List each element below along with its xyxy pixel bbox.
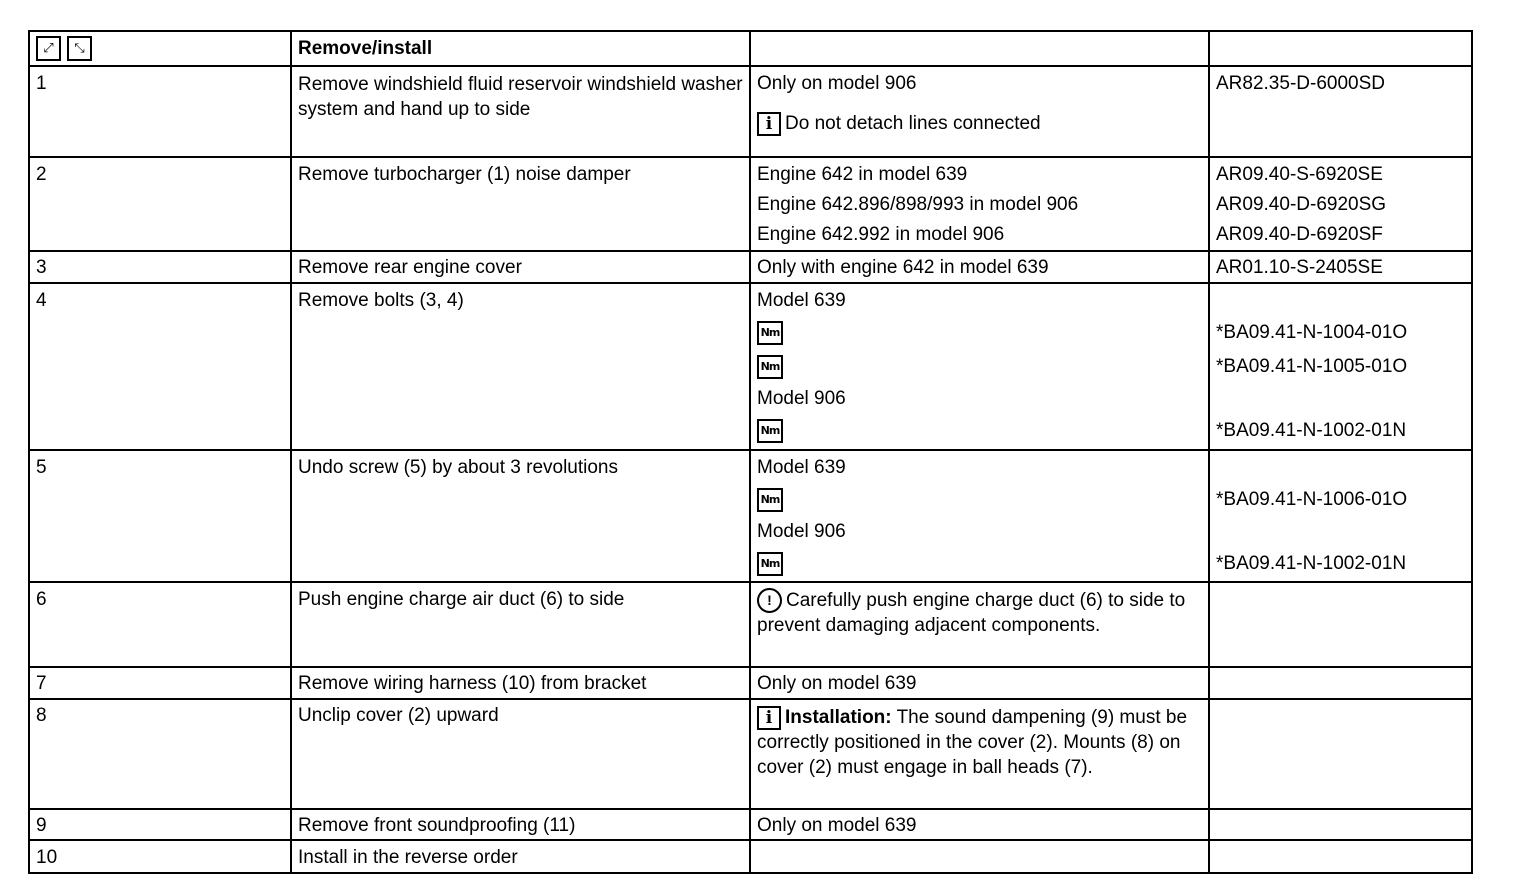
table-row bbox=[29, 157, 1472, 251]
step-action: Undo screw (5) by about 3 revolutions bbox=[291, 450, 750, 582]
step-ref-cell bbox=[1209, 450, 1472, 582]
torque-icon[interactable]: Nm bbox=[757, 419, 783, 443]
step-ref[interactable]: *BA09.41-N-1002-01N bbox=[1216, 420, 1407, 441]
step-ref[interactable]: *BA09.41-N-1002-01N bbox=[1216, 553, 1407, 574]
table-row bbox=[29, 840, 1472, 873]
step-note: Only on model 639 bbox=[750, 809, 1209, 840]
step-ref-empty bbox=[1209, 840, 1472, 873]
torque-line bbox=[757, 316, 1202, 350]
step-note: Engine 642 in model 639 bbox=[757, 164, 968, 185]
step-note: Engine 642.992 in model 906 bbox=[757, 224, 1005, 245]
step-number: 2 bbox=[29, 157, 291, 251]
step-note: Only on model 906 bbox=[757, 73, 917, 94]
step-note-cell bbox=[750, 66, 1209, 157]
step-note: Engine 642.896/898/993 in model 906 bbox=[757, 194, 1079, 215]
torque-icon[interactable]: Nm bbox=[757, 355, 783, 379]
torque-icon[interactable]: Nm bbox=[757, 321, 783, 345]
step-number: 3 bbox=[29, 251, 291, 283]
step-action: Remove front soundproofing (11) bbox=[291, 809, 750, 840]
info-icon: i bbox=[757, 112, 781, 136]
step-ref[interactable]: *BA09.41-N-1005-01O bbox=[1216, 356, 1408, 377]
step-action: Remove turbocharger (1) noise damper bbox=[291, 157, 750, 251]
torque-line bbox=[757, 350, 1202, 384]
step-warning-cell bbox=[750, 582, 1209, 667]
step-number: 4 bbox=[29, 283, 291, 450]
step-action: Push engine charge air duct (6) to side bbox=[291, 582, 750, 667]
table-row bbox=[29, 582, 1472, 667]
step-number: 5 bbox=[29, 450, 291, 582]
table-row bbox=[29, 283, 1472, 450]
torque-icon[interactable]: Nm bbox=[757, 488, 783, 512]
torque-line bbox=[757, 483, 1202, 517]
table-row bbox=[29, 251, 1472, 283]
table-row bbox=[29, 809, 1472, 840]
step-action: Remove windshield fluid reservoir windshield washer system and hand up to side bbox=[291, 66, 750, 157]
step-ref[interactable]: AR09.40-D-6920SG bbox=[1216, 194, 1387, 215]
warning-block bbox=[757, 588, 1202, 638]
step-ref[interactable]: *BA09.41-N-1006-01O bbox=[1216, 489, 1408, 510]
step-action: Remove wiring harness (10) from bracket bbox=[291, 667, 750, 699]
warning-icon: ! bbox=[757, 588, 782, 613]
step-note-cell bbox=[750, 157, 1209, 251]
torque-line bbox=[757, 547, 1202, 581]
step-number: 7 bbox=[29, 667, 291, 699]
step-number: 10 bbox=[29, 840, 291, 873]
collapse-all-icon[interactable]: ⤡ bbox=[67, 36, 92, 61]
header-icons-cell bbox=[29, 31, 291, 66]
step-note: Only with engine 642 in model 639 bbox=[750, 251, 1209, 283]
torque-icon[interactable]: Nm bbox=[757, 552, 783, 576]
info-text: The sound dampening (9) must be correctly positioned in the cover (2). Mounts (8) on cover (2) must engage in ball heads (7). bbox=[757, 707, 1188, 778]
step-ref-cell bbox=[1209, 283, 1472, 450]
info-label: Installation: bbox=[785, 707, 892, 728]
expand-all-icon[interactable]: ⤢ bbox=[36, 36, 61, 61]
procedure-table bbox=[28, 30, 1473, 874]
table-header-row bbox=[29, 31, 1472, 66]
model-label: Model 906 bbox=[757, 521, 846, 542]
step-ref[interactable]: *BA09.41-N-1004-01O bbox=[1216, 322, 1408, 343]
table-row bbox=[29, 66, 1472, 157]
installation-info bbox=[757, 705, 1202, 780]
step-number: 9 bbox=[29, 809, 291, 840]
model-label: Model 639 bbox=[757, 457, 846, 478]
step-ref-cell bbox=[1209, 157, 1472, 251]
header-title: Remove/install bbox=[291, 31, 750, 66]
header-empty-cell bbox=[750, 31, 1209, 66]
model-label: Model 906 bbox=[757, 388, 846, 409]
step-ref[interactable]: AR01.10-S-2405SE bbox=[1209, 251, 1472, 283]
torque-line bbox=[757, 414, 1202, 448]
header-empty-cell bbox=[1209, 31, 1472, 66]
step-ref-empty bbox=[1209, 699, 1472, 809]
step-ref-empty bbox=[1209, 582, 1472, 667]
step-number: 8 bbox=[29, 699, 291, 809]
info-icon: i bbox=[757, 706, 781, 730]
warning-text: Carefully push engine charge duct (6) to side to prevent damaging adjacent components. bbox=[757, 590, 1186, 637]
step-ref[interactable]: AR09.40-D-6920SF bbox=[1216, 224, 1383, 245]
step-number: 6 bbox=[29, 582, 291, 667]
step-note-cell bbox=[750, 450, 1209, 582]
step-note-empty bbox=[750, 840, 1209, 873]
step-ref[interactable]: AR82.35-D-6000SD bbox=[1209, 66, 1472, 157]
step-ref-empty bbox=[1209, 667, 1472, 699]
step-note: Only on model 639 bbox=[750, 667, 1209, 699]
step-ref-empty bbox=[1209, 809, 1472, 840]
table-row bbox=[29, 450, 1472, 582]
info-line bbox=[757, 109, 1202, 139]
step-action: Remove rear engine cover bbox=[291, 251, 750, 283]
step-action: Install in the reverse order bbox=[291, 840, 750, 873]
table-row bbox=[29, 699, 1472, 809]
step-action: Remove bolts (3, 4) bbox=[291, 283, 750, 450]
step-action: Unclip cover (2) upward bbox=[291, 699, 750, 809]
model-label: Model 639 bbox=[757, 290, 846, 311]
step-note-cell bbox=[750, 283, 1209, 450]
info-text: Do not detach lines connected bbox=[785, 113, 1041, 134]
table-row bbox=[29, 667, 1472, 699]
step-info-cell bbox=[750, 699, 1209, 809]
step-ref[interactable]: AR09.40-S-6920SE bbox=[1216, 164, 1383, 185]
step-number: 1 bbox=[29, 66, 291, 157]
